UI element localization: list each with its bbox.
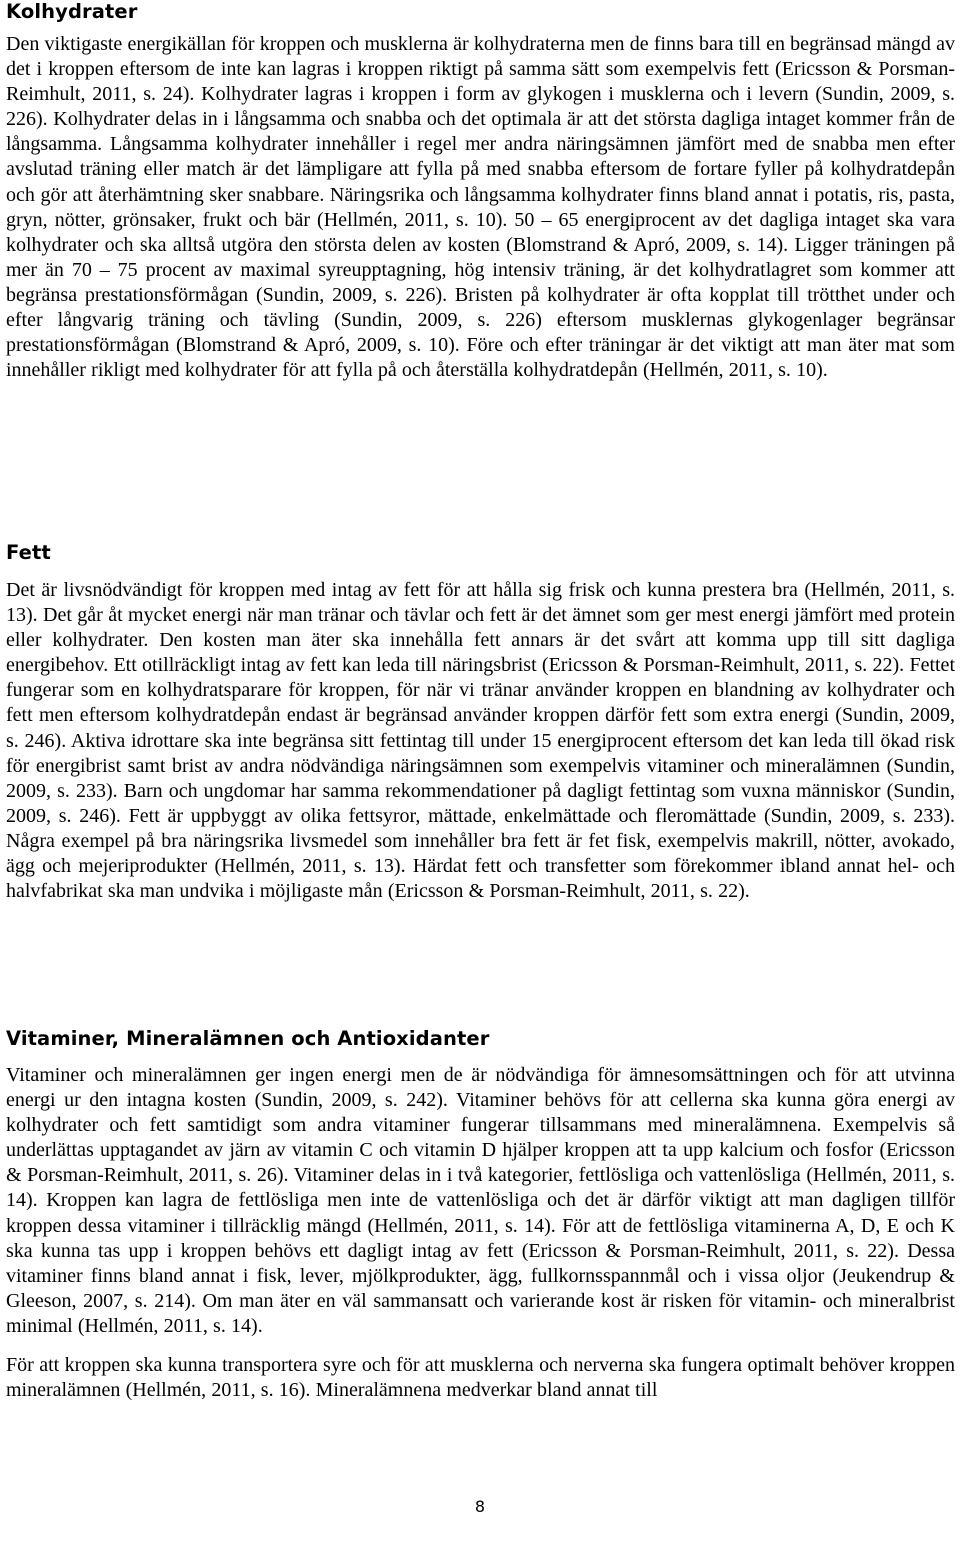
section-heading-kolhydrater: Kolhydrater [6, 0, 138, 23]
section-heading-vitaminer: Vitaminer, Mineralämnen och Antioxidanter [6, 1027, 490, 1050]
section-fett [6, 541, 955, 904]
page-number: 8 [474, 1497, 486, 1516]
paragraph-fett: Det är livsnödvändigt för kroppen med intag av fett för att hålla sig frisk och kunna prestera bra (Hellmén, 2011, s. 13). Det går åt mycket energi när man tränar och tävlar och fett är det ämnet som ger mest energi jämfört med protein eller kolhydrater. Den kosten man äter ska innehålla fett annars är det svårt att komma upp till sitt dagliga energibehov. Ett otillräckligt intag av fett kan leda till näringsbrist (Ericsson & Porsman-Reimhult, 2011, s. 22). Fettet fungerar som en kolhydratsparare för kroppen, för när vi tränar använder kroppen en blandning av kolhydrater och fett men eftersom kolhydratdepån endast är begränsad använder kroppen därför fett som extra energi (Sundin, 2009, s. 246). Aktiva idrottare ska inte begränsa sitt fettintag till under 15 energiprocent eftersom det kan leda till ökad risk för energibrist samt brist av andra nödvändiga näringsämnen som exempelvis vitaminer och mineralämnen (Sundin, 2009, s. 233). Barn och ungdomar har samma rekommendationer på dagligt fettintag som vuxna människor (Sundin, 2009, s. 246). Fett är uppbyggt av olika fettsyror, mättade, enkelmättade och fleromättade (Sundin, 2009, s. 233). Några exempel på bra näringsrika livsmedel som innehåller bra fett är fet fisk, exempelvis makrill, nötter, avokado, ägg och mejeriprodukter (Hellmén, 2011, s. 13). Härdat fett och transfetter som förekommer ibland annat hel- och halvfabrikat ska man undvika i möjligaste mån (Ericsson & Porsman-Reimhult, 2011, s. 22). [6, 579, 955, 903]
section-kolhydrater [6, 0, 955, 383]
paragraph-vitaminer-1: Vitaminer och mineralämnen ger ingen energi men de är nödvändiga för ämnesomsättningen och för att utvinna energi ur den intagna kosten (Sundin, 2009, s. 242). Vitaminer behövs för att cellerna ska kunna göra energi av kolhydrater och fett samtidigt som andra vitaminer fungerar tillsammans med mineralämnena. Exempelvis så underlättas upptagandet av järn av vitamin C och vitamin D hjälper kroppen att ta upp kalcium och fosfor (Ericsson & Porsman-Reimhult, 2011, s. 26). Vitaminer delas in i två kategorier, fettlösliga och vattenlösliga (Hellmén, 2011, s. 14). Kroppen kan lagra de fettlösliga men inte de vattenlösliga och det är därför viktigt att man dagligen tillför kroppen dessa vitaminer i tillräcklig mängd (Hellmén, 2011, s. 14). För att de fettlösliga vitaminerna A, D, E och K ska kunna tas upp i kroppen behövs ett dagligt intag av fett (Ericsson & Porsman-Reimhult, 2011, s. 22). Dessa vitaminer finns bland annat i fisk, lever, mjölkprodukter, ägg, fullkornsspannmål och i vissa oljor (Jeukendrup & Gleeson, 2007, s. 214). Om man äter en väl sammansatt och varierande kost är risken för vitamin- och mineralbrist minimal (Hellmén, 2011, s. 14). [6, 1064, 955, 1337]
section-heading-fett: Fett [6, 541, 51, 564]
section-vitaminer [6, 1027, 955, 1403]
paragraph-kolhydrater: Den viktigaste energikällan för kroppen och musklerna är kolhydraterna men de finns bara till en begränsad mängd av det i kroppen eftersom de inte kan lagras i kroppen riktigt på samma sätt som exempelvis fett (Ericsson & Porsman-Reimhult, 2011, s. 24). Kolhydrater lagras i kroppen i form av glykogen i musklerna och i levern (Sundin, 2009, s. 226). Kolhydrater delas in i långsamma och snabba och det optimala är att det största dagliga intaget kommer från de långsamma. Långsamma kolhydrater innehåller i regel mer andra näringsämnen jämfört med de snabba men efter avslutad träning eller match är det lämpligare att fylla på med snabba eftersom de fortare fyller på kolhydratdepån och gör att återhämtning sker snabbare. Näringsrika och långsamma kolhydrater finns bland annat i potatis, ris, pasta, gryn, nötter, grönsaker, frukt och bär (Hellmén, 2011, s. 10). 50 – 65 energiprocent av det dagliga intaget ska vara kolhydrater och ska alltså utgöra den största delen av kosten (Blomstrand & Apró, 2009, s. 14). Ligger träningen på mer än 70 – 75 procent av maximal syreupptagning, hög intensiv träning, är det kolhydratlagret som kommer att begränsa prestationsförmågan (Sundin, 2009, s. 226). Bristen på kolhydrater är ofta kopplat till trötthet under och efter långvarig träning och tävling (Sundin, 2009, s. 226) eftersom musklernas glykogenlager begränsar prestationsförmågan (Blomstrand & Apró, 2009, s. 10). Före och efter träningar är det viktigt att man äter mat som innehåller rikligt med kolhydrater för att fylla på och återställa kolhydratdepån (Hellmén, 2011, s. 10). [6, 33, 955, 382]
paragraph-vitaminer-2: För att kroppen ska kunna transportera syre och för att musklerna och nerverna ska fungera optimalt behöver kroppen mineralämnen (Hellmén, 2011, s. 16). Mineralämnena medverkar bland annat till [6, 1354, 955, 1402]
